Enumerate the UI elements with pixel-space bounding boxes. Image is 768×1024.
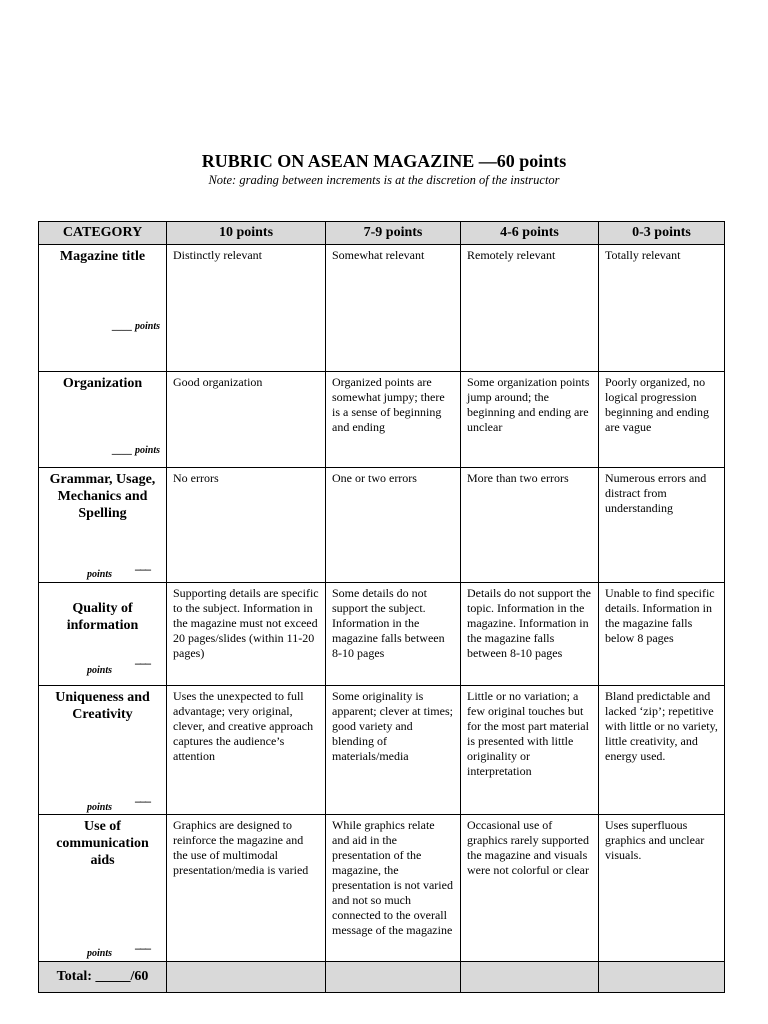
points-label: points: [87, 569, 113, 580]
points-label: points: [87, 802, 113, 813]
table-row: [39, 468, 725, 583]
table-row: [39, 686, 725, 815]
criteria-cell: Details do not support the topic. Information in the magazine. Information in the magazine falls between 8-10 pages: [461, 583, 599, 686]
points-label: points: [134, 321, 160, 332]
category-cell: [39, 583, 167, 686]
header-category: CATEGORY: [39, 222, 167, 245]
total-cell: [326, 962, 461, 993]
criteria-cell: Poorly organized, no logical progression beginning and ending are vague: [599, 372, 725, 468]
category-cell: [39, 686, 167, 815]
page-title: RUBRIC ON ASEAN MAGAZINE —60 points: [201, 151, 567, 171]
points-label: points: [134, 445, 160, 456]
table-row: [39, 245, 725, 372]
category-cell: [39, 372, 167, 468]
points-blank: ___: [135, 558, 150, 572]
criteria-cell: Organized points are somewhat jumpy; there is a sense of beginning and ending: [326, 372, 461, 468]
criteria-cell: Somewhat relevant: [326, 245, 461, 372]
category-label: Use of communication aids: [56, 819, 149, 868]
points-blank: ____: [112, 321, 133, 332]
category-label: Quality of information: [66, 601, 139, 633]
category-label: Grammar, Usage, Mechanics and Spelling: [49, 472, 156, 521]
criteria-cell: One or two errors: [326, 468, 461, 583]
total-label: Total: _____/60: [39, 962, 167, 993]
criteria-cell: Totally relevant: [599, 245, 725, 372]
criteria-cell: Some originality is apparent; clever at times; good variety and blending of materials/media: [326, 686, 461, 815]
criteria-cell: Bland predictable and lacked ‘zip’; repetitive with little or no variety, little creativity, and energy used.: [599, 686, 725, 815]
rubric-table: [38, 221, 725, 993]
criteria-cell: Good organization: [167, 372, 326, 468]
points-blank: ___: [135, 652, 150, 666]
grading-note: Note: grading between increments is at the discretion of the instructor: [208, 173, 560, 187]
criteria-cell: Graphics are designed to reinforce the magazine and the use of multimodal presentation/media is varied: [167, 815, 326, 962]
points-field: [112, 321, 160, 332]
category-cell: [39, 245, 167, 372]
table-row: [39, 815, 725, 962]
header-7-9-points: 7-9 points: [326, 222, 461, 245]
points-blank: ___: [135, 790, 150, 804]
criteria-cell: Numerous errors and distract from understanding: [599, 468, 725, 583]
total-row: [39, 962, 725, 993]
category-cell: [39, 815, 167, 962]
total-cell: [599, 962, 725, 993]
criteria-cell: Uses the unexpected to full advantage; very original, clever, and creative approach captures the audience’s attention: [167, 686, 326, 815]
points-label: points: [87, 948, 113, 959]
points-label: points: [87, 665, 113, 676]
category-label: Organization: [62, 376, 143, 391]
table-row: [39, 372, 725, 468]
points-blank: ____: [112, 445, 133, 456]
criteria-cell: Remotely relevant: [461, 245, 599, 372]
criteria-cell: Distinctly relevant: [167, 245, 326, 372]
total-cell: [461, 962, 599, 993]
criteria-cell: Occasional use of graphics rarely supported the magazine and visuals were not colorful or clear: [461, 815, 599, 962]
total-cell: [167, 962, 326, 993]
category-cell: [39, 468, 167, 583]
category-label: Magazine title: [59, 249, 146, 264]
header-10-points: 10 points: [167, 222, 326, 245]
criteria-cell: Some organization points jump around; the beginning and ending are unclear: [461, 372, 599, 468]
points-field: [112, 445, 160, 456]
header-4-6-points: 4-6 points: [461, 222, 599, 245]
criteria-cell: Uses superfluous graphics and unclear visuals.: [599, 815, 725, 962]
criteria-cell: Some details do not support the subject. Information in the magazine falls between 8-10 pages: [326, 583, 461, 686]
criteria-cell: Little or no variation; a few original touches but for the most part material is presented with little originality or interpretation: [461, 686, 599, 815]
criteria-cell: No errors: [167, 468, 326, 583]
criteria-cell: More than two errors: [461, 468, 599, 583]
table-row: [39, 583, 725, 686]
header-row: [39, 222, 725, 245]
criteria-cell: While graphics relate and aid in the presentation of the magazine, the presentation is not varied and not so much connected to the overall message of the magazine: [326, 815, 461, 962]
criteria-cell: Supporting details are specific to the subject. Information in the magazine must not exceed 20 pages/slides (within 11-20 pages): [167, 583, 326, 686]
category-label: Uniqueness and Creativity: [55, 690, 150, 722]
header-0-3-points: 0-3 points: [599, 222, 725, 245]
criteria-cell: Unable to find specific details. Information in the magazine falls below 8 pages: [599, 583, 725, 686]
points-blank: ___: [135, 937, 150, 951]
